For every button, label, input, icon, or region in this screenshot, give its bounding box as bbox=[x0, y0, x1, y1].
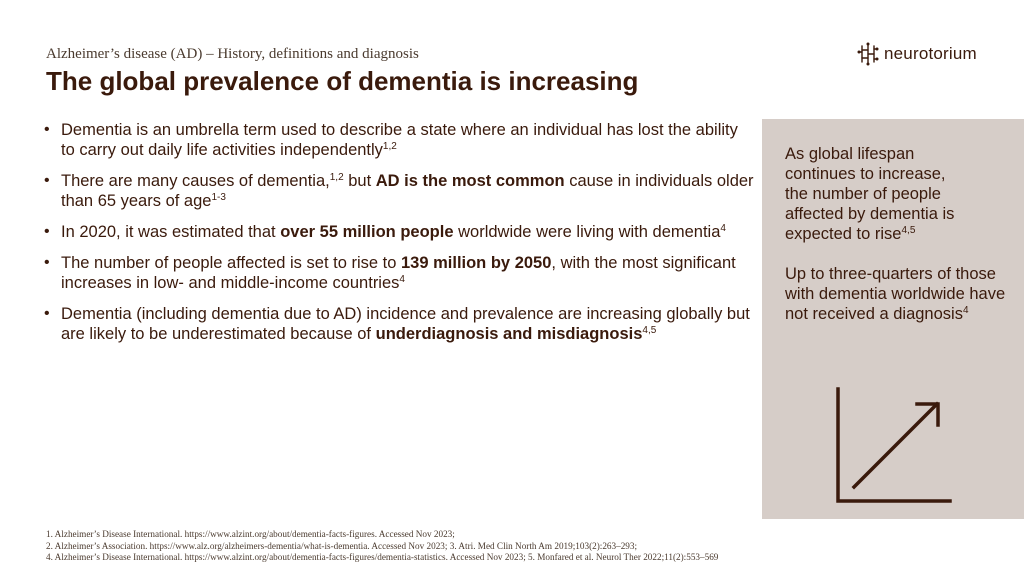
bullet-item: • In 2020, it was estimated that over 55 million people worldwide were living with dementia$^4$ bbox=[44, 222, 754, 242]
bullet-item: • Dementia is an umbrella term used to describe a state where an individual has lost the ability to carry out daily life activities independently$^{1,2}$ bbox=[44, 120, 754, 160]
trend-up-arrow-icon bbox=[832, 387, 952, 507]
logo bbox=[857, 42, 977, 66]
logo-text: neurotorium bbox=[884, 44, 977, 63]
bullet-item: • There are many causes of dementia,$^{1,2}$ but AD is the most common cause in individuals older than 65 years of age$^{1-3}$ bbox=[44, 171, 754, 211]
bullet-list bbox=[44, 120, 754, 355]
page-title: The global prevalence of dementia is increasing bbox=[46, 66, 639, 96]
reference-line: 4. Alzheimer’s Disease International. https://www.alzint.org/about/dementia-facts-figures/dementia-statistics. Accessed Nov 2023; 5. Monfared et al. Neurol Ther 2022;11(2):553–569 bbox=[46, 552, 719, 562]
references bbox=[46, 529, 786, 564]
reference-line: 2. Alzheimer’s Association. https://www.alz.org/alzheimers-dementia/what-is-dementia. Accessed Nov 2023; 3. Atri. Med Clin North Am 2019;103(2):263–293; bbox=[46, 540, 638, 551]
section-subtitle: Alzheimer’s disease (AD) – History, definitions and diagnosis bbox=[46, 46, 419, 62]
bullet-item: • Dementia (including dementia due to AD) incidence and prevalence are increasing globally but are likely to be underestimated because of underdiagnosis and misdiagnosis$^{4,5}$ bbox=[44, 304, 754, 344]
callout-text-lifespan: As global lifespan continues to increase, the number of people affected by dementia is expected to rise$^{4,5}$ bbox=[785, 145, 955, 243]
callout-panel bbox=[762, 119, 1024, 519]
brain-logo-icon bbox=[857, 42, 879, 66]
reference-line: 1. Alzheimer’s Disease International. https://www.alzint.org/about/dementia-facts-figures. Accessed Nov 2023; bbox=[46, 529, 455, 539]
callout-text-diagnosis: Up to three-quarters of those with dementia worldwide have not received a diagnosis$^4$ bbox=[785, 265, 1006, 323]
bullet-item: • The number of people affected is set to rise to 139 million by 2050, with the most significant increases in low- and middle-income countries$^4$ bbox=[44, 253, 754, 293]
